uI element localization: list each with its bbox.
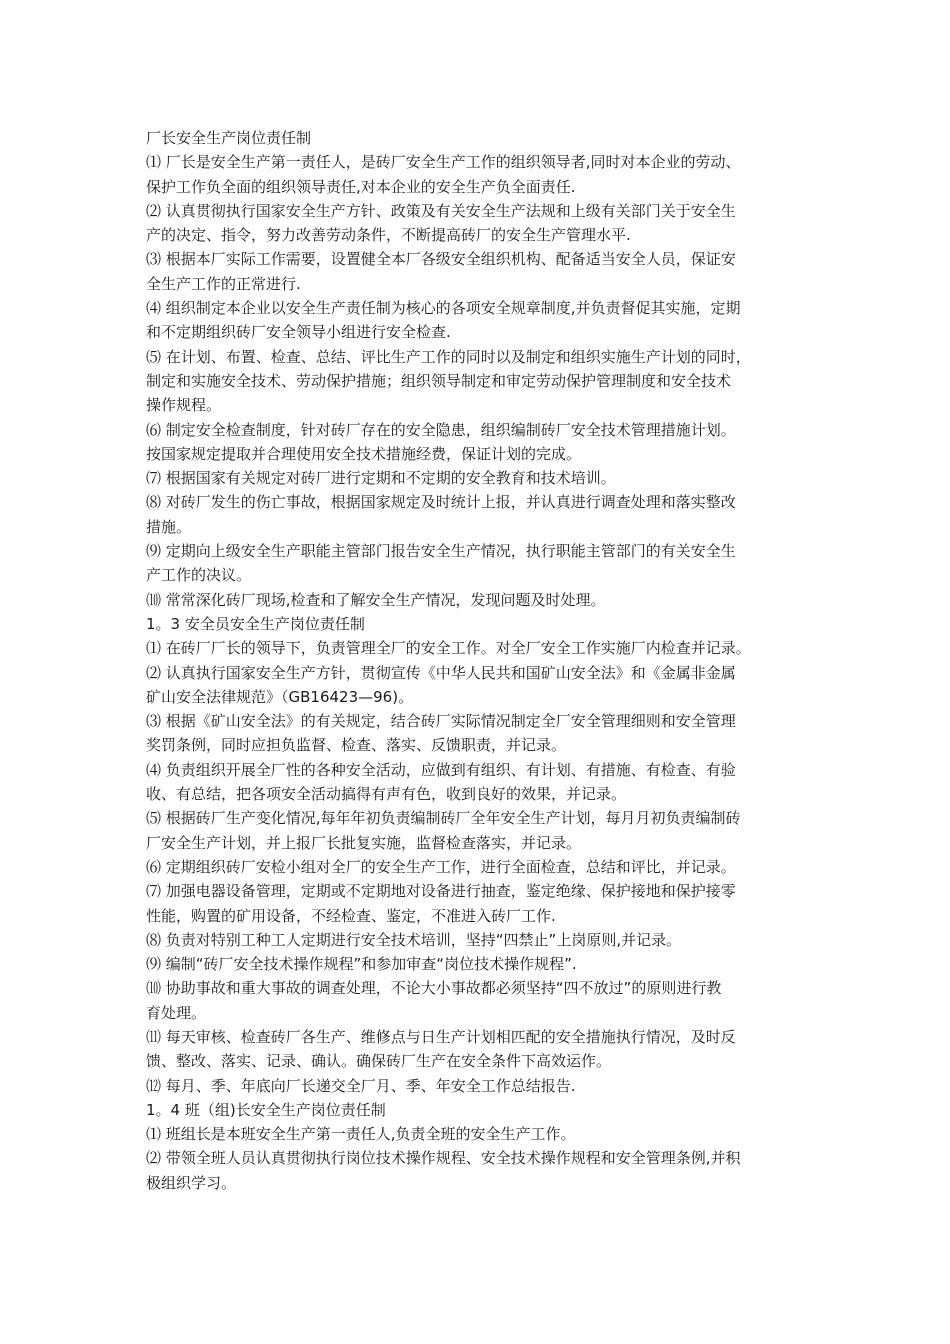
text-line: ⑾ 每天审核、检查砖厂各生产、维修点与日生产计划相匹配的安全措施执行情况，及时反 [146,1027,736,1046]
text-line: ⑻ 对砖厂发生的伤亡事故，根据国家规定及时统计上报，并认真进行调查处理和落实整改 [146,493,736,512]
text-line: ⑿ 每月、季、年底向厂长递交全厂月、季、年安全工作总结报告. [146,1076,576,1095]
text-line: ⑼ 编制“砖厂安全技术操作规程”和参加审查“岗位技术操作规程”. [146,955,577,974]
text-line: ⑶ 根据本厂实际工作需要，设置健全本厂各级安全组织机构、配备适当安全人员，保证安 [146,250,736,269]
text-line: ⑶ 根据《矿山安全法》的有关规定，结合砖厂实际情况制定全厂安全管理细则和安全管理 [146,712,736,731]
text-line: ⑴ 厂长是安全生产第一责任人，是砖厂安全生产工作的组织领导者,同时对本企业的劳动、 [146,153,741,172]
text-line: 产工作的决议。 [146,566,252,585]
text-line: 全生产工作的正常进行. [146,274,301,293]
text-line: ⑻ 负责对特别工种工人定期进行安全技术培训，坚持“四禁止”上岗原则,并记录。 [146,930,682,949]
text-line: 操作规程。 [146,396,222,415]
text-line: 措施。 [146,517,192,536]
text-line: 矿山安全法律规范》（GB16423—96)。 [146,687,414,706]
text-line: 制定和实施安全技术、劳动保护措施；组织领导制定和审定劳动保护管理制度和安全技术 [146,371,732,390]
text-line: ⑺ 加强电器设备管理，定期或不定期地对设备进行抽查，鉴定绝缘、保护接地和保护接零 [146,882,736,901]
text-line: 和不定期组织砖厂安全领导小组进行安全检查. [146,323,451,342]
text-line: ⑵ 认真执行国家安全生产方针，贯彻宣传《中华人民共和国矿山安全法》和《金属非金属 [146,663,736,682]
text-line: ⑹ 制定安全检查制度，针对砖厂存在的安全隐患，组织编制砖厂安全技术管理措施计划。 [146,420,736,439]
text-line: ⑹ 定期组织砖厂安检小组对全厂的安全生产工作，进行全面检查，总结和评比，并记录。 [146,857,736,876]
text-line: 保护工作负全面的组织领导责任,对本企业的安全生产负全面责任. [146,177,576,196]
text-line: 1。4 班（组)长安全生产岗位责任制 [146,1100,386,1119]
text-line: ⑷ 负责组织开展全厂性的各种安全活动，应做到有组织、有计划、有措施、有检查、有验 [146,760,736,779]
text-line: ⑸ 根据砖厂生产变化情况,每年年初负责编制砖厂全年安全生产计划，每月月初负责编制砖 [146,809,741,828]
text-line: ⑴ 在砖厂厂长的领导下，负责管理全厂的安全工作。对全厂安全工作实施厂内检查并记录。 [146,639,751,658]
text-line: 极组织学习。 [146,1173,237,1192]
text-line: ⑼ 定期向上级安全生产职能主管部门报告安全生产情况，执行职能主管部门的有关安全生 [146,542,736,561]
text-line: 产的决定、指令，努力改善劳动条件，不断提高砖厂的安全生产管理水平. [146,226,631,245]
text-line: ⑸ 在计划、布置、检查、总结、评比生产工作的同时以及制定和组织实施生产计划的同时， [146,347,751,366]
text-line: ⑺ 根据国家有关规定对砖厂进行定期和不定期的安全教育和技术培训。 [146,469,616,488]
text-line: ⑽ 协助事故和重大事故的调查处理，不论大小事故都必须坚持“四不放过”的原则进行教 [146,979,722,998]
document-title: 厂长安全生产岗位责任制 [146,129,312,147]
text-line: 厂安全生产计划，并上报厂长批复实施，监督检查落实，并记录。 [146,833,582,852]
text-line: ⑴ 班组长是本班安全生产第一责任人,负责全班的安全生产工作。 [146,1125,576,1144]
text-line: 收、有总结，把各项安全活动搞得有声有色，收到良好的效果，并记录。 [146,785,627,804]
document-body [146,126,812,1195]
text-line: 奖罚条例，同时应担负监督、检查、落实、反馈职责，并记录。 [146,736,567,755]
text-line: ⑽ 常常深化砖厂现场,检查和了解安全生产情况，发现问题及时处理。 [146,590,606,609]
text-line: 育处理。 [146,1003,207,1022]
text-line: ⑵ 带领全班人员认真贯彻执行岗位技术操作规程、安全技术操作规程和安全管理条例,并积 [146,1149,741,1168]
text-line: ⑵ 认真贯彻执行国家安全生产方针、政策及有关安全生产法规和上级有关部门关于安全生 [146,201,736,220]
text-line: ⑷ 组织制定本企业以安全生产责任制为核心的各项安全规章制度,并负责督促其实施，定期 [146,299,741,318]
text-line: 按国家规定提取并合理使用安全技术措施经费，保证计划的完成。 [146,444,582,463]
text-line: 1。3 安全员安全生产岗位责任制 [146,614,365,633]
text-line: 性能，购置的矿用设备，不经检查、鉴定，不准进入砖厂工作. [146,906,556,925]
text-line: 馈、整改、落实、记录、确认。确保砖厂生产在安全条件下高效运作。 [146,1052,612,1071]
